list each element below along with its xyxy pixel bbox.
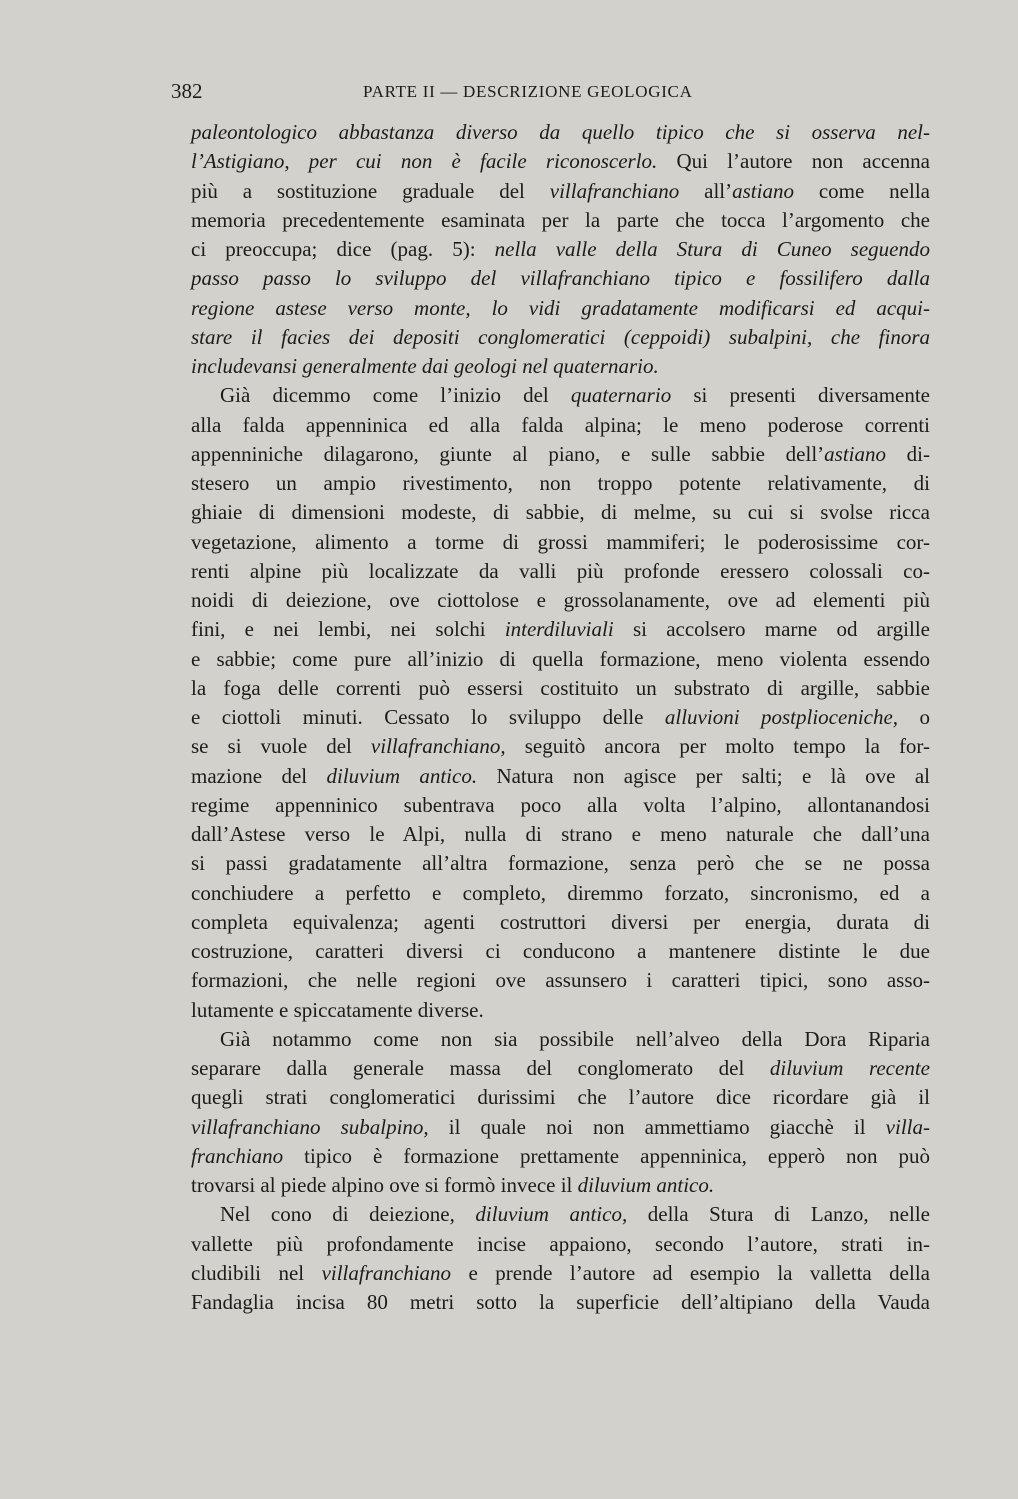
italic-text: paleontologico abbastanza diverso da quello tipico che si osserva nel-	[191, 120, 930, 144]
text-segment: noidi di deiezione, ove ciottolose e grossolanamente, ove ad elementi più	[191, 588, 930, 612]
text-segment: formazioni, che nelle regioni ove assunsero i caratteri tipici, sono asso-	[191, 968, 930, 993]
text-segment: vallette più profondamente incise appaiono, secondo l’autore, strati in-	[191, 1231, 930, 1256]
text-segment: Nel cono di deiezione,	[220, 1202, 476, 1227]
text-segment: Già notammo come non sia possibile nell’alveo della Dora Riparia	[220, 1026, 930, 1051]
text-segment: si accolsero marne od argille	[613, 617, 930, 642]
text-segment: e prende l’autore ad esempio la valletta della	[451, 1260, 930, 1285]
text-line	[191, 908, 930, 937]
text-line	[191, 1142, 930, 1171]
italic-text: nella valle della Stura di Cuneo seguendo	[494, 237, 930, 261]
text-line	[191, 1025, 930, 1054]
text-line	[191, 352, 930, 381]
text-line	[191, 264, 930, 293]
page-number: 382	[171, 79, 203, 103]
text-segment: Natura non agisce per salti; e là ove al	[477, 763, 930, 788]
text-segment: mazione del	[191, 763, 327, 788]
text-segment: e ciottoli minuti. Cessato lo sviluppo delle	[191, 705, 665, 729]
page-header	[171, 79, 931, 109]
text-line	[191, 996, 930, 1025]
text-line	[191, 615, 930, 644]
text-segment: se si vuole del	[191, 734, 371, 759]
text-line	[191, 294, 930, 323]
text-segment: si passi gradatamente all’altra formazione, senza però che se ne possa	[191, 851, 930, 876]
text-line	[191, 966, 930, 995]
italic-text: regione astese verso monte, lo vidi gradatamente modificarsi ed acqui-	[191, 295, 930, 320]
text-segment: costruzione, caratteri diversi ci conducono a mantenere distinte le due	[191, 939, 930, 963]
text-line	[191, 1200, 930, 1229]
italic-text: l’Astigiano, per cui non è facile riconoscerlo.	[191, 149, 658, 174]
paragraph	[191, 381, 930, 1025]
text-segment: ci preoccupa; dice (pag. 5):	[191, 237, 495, 261]
text-segment: cludibili nel	[191, 1260, 322, 1285]
italic-text: diluvium antico,	[475, 1202, 628, 1227]
text-segment: o	[898, 705, 930, 729]
italic-text: villa-	[885, 1114, 930, 1139]
text-segment: vegetazione, alimento a torme di grossi mammiferi; le poderosissime cor-	[191, 529, 930, 554]
paragraph	[191, 1025, 930, 1201]
text-line	[191, 440, 930, 469]
text-line	[191, 732, 930, 761]
text-line	[191, 791, 930, 820]
running-head: PARTE II — DESCRIZIONE GEOLOGICA	[363, 82, 693, 101]
italic-text: diluvium antico.	[326, 763, 478, 788]
text-segment: della Stura di Lanzo, nelle	[627, 1202, 930, 1227]
text-segment: e sabbie; come pure all’inizio di quella formazione, meno violenta essendo	[191, 646, 930, 671]
text-line	[191, 762, 930, 791]
text-line	[191, 879, 930, 908]
text-line	[191, 147, 930, 176]
text-segment: stesero un ampio rivestimento, non troppo potente relativamente, di	[191, 471, 930, 495]
text-line	[191, 849, 930, 878]
text-segment: separare dalla generale massa del conglomerato del	[191, 1056, 770, 1080]
italic-text: stare il facies dei depositi conglomeratici (ceppoidi) subalpini, che finora	[191, 324, 930, 349]
text-segment: all’	[679, 178, 733, 203]
text-segment: il quale noi non ammettiamo giacchè il	[428, 1114, 886, 1139]
text-line	[191, 820, 930, 849]
text-segment: conchiudere a perfetto e completo, diremmo forzato, sincronismo, ed a	[191, 880, 930, 905]
text-line	[191, 498, 930, 527]
text-segment: trovarsi al piede alpino ove si formò invece il	[191, 1173, 578, 1197]
text-line	[191, 645, 930, 674]
text-line	[191, 937, 930, 966]
text-line	[191, 674, 930, 703]
italic-text: includevansi generalmente dai geologi nel quaternario.	[191, 354, 659, 378]
text-segment: Qui l’autore non accenna	[657, 149, 930, 174]
italic-text: villafranchiano	[321, 1260, 452, 1285]
text-segment: come nella	[793, 178, 930, 203]
text-segment: quegli strati conglomeratici durissimi che l’autore dice ricordare già il	[191, 1085, 930, 1110]
text-segment: lutamente e spiccatamente diverse.	[191, 997, 484, 1022]
text-segment: renti alpine più localizzate da valli più profonde eressero colossali co-	[191, 558, 930, 583]
italic-text: diluvium antico.	[577, 1173, 715, 1197]
text-line	[191, 381, 930, 410]
italic-text: passo passo lo sviluppo del villafranchiano tipico e fossilifero dalla	[191, 266, 930, 291]
text-segment: ghiaie di dimensioni modeste, di sabbie, di melme, su cui si svolse ricca	[191, 500, 930, 525]
text-line	[191, 469, 930, 498]
text-line	[191, 1083, 930, 1112]
text-line	[191, 118, 930, 147]
italic-text: quaternario	[570, 383, 672, 408]
text-line	[191, 411, 930, 440]
text-segment: la foga delle correnti può essersi costituito un substrato di argille, sabbie	[191, 675, 930, 700]
text-segment: si presenti diversamente	[671, 383, 931, 408]
text-segment: Fandaglia incisa 80 metri sotto la superficie dell’altipiano della Vauda	[191, 1290, 930, 1314]
italic-text: villafranchiano	[549, 178, 680, 203]
italic-text: villafranchiano subalpino,	[191, 1114, 429, 1139]
text-segment: seguitò ancora per molto tempo la for-	[505, 734, 930, 759]
text-segment: di-	[886, 441, 931, 466]
italic-text: franchiano	[191, 1143, 284, 1168]
text-line	[191, 1113, 930, 1142]
text-line	[191, 235, 930, 264]
text-segment: tipico è formazione prettamente appenninica, epperò non può	[283, 1143, 930, 1168]
text-line	[191, 1259, 930, 1288]
text-segment: fini, e nei lembi, nei solchi	[191, 617, 505, 642]
italic-text: interdiluviali	[504, 617, 614, 642]
paragraph	[191, 1200, 930, 1317]
text-segment: completa equivalenza; agenti costruttori diversi per energia, durata di	[191, 909, 930, 934]
text-line	[191, 323, 930, 352]
italic-text: alluvioni postplioceniche,	[664, 705, 899, 729]
italic-text: villafranchiano,	[370, 734, 506, 759]
italic-text: diluvium recente	[769, 1056, 930, 1080]
text-segment: più a sostituzione graduale del	[191, 178, 550, 203]
text-line	[191, 586, 930, 615]
text-segment: regime appenninico subentrava poco alla volta l’alpino, allontanandosi	[191, 792, 930, 817]
body-text	[191, 118, 930, 1317]
text-line	[191, 1230, 930, 1259]
text-segment: Già dicemmo come l’inizio del	[220, 383, 571, 408]
text-line	[191, 1171, 930, 1200]
text-line	[191, 703, 930, 732]
text-line	[191, 557, 930, 586]
text-segment: dall’Astese verso le Alpi, nulla di strano e meno naturale che dall’una	[191, 822, 930, 846]
italic-text: astiano	[824, 441, 886, 466]
paragraph	[191, 118, 930, 381]
text-line	[191, 1288, 930, 1317]
italic-text: astiano	[732, 178, 794, 203]
text-line	[191, 177, 930, 206]
text-segment: memoria precedentemente esaminata per la parte che tocca l’argomento che	[191, 207, 930, 232]
text-line	[191, 528, 930, 557]
text-line	[191, 1054, 930, 1083]
text-segment: alla falda appenninica ed alla falda alpina; le meno poderose correnti	[191, 412, 930, 437]
text-line	[191, 206, 930, 235]
text-segment: appenniniche dilagarono, giunte al piano, e sulle sabbie dell’	[191, 441, 825, 466]
